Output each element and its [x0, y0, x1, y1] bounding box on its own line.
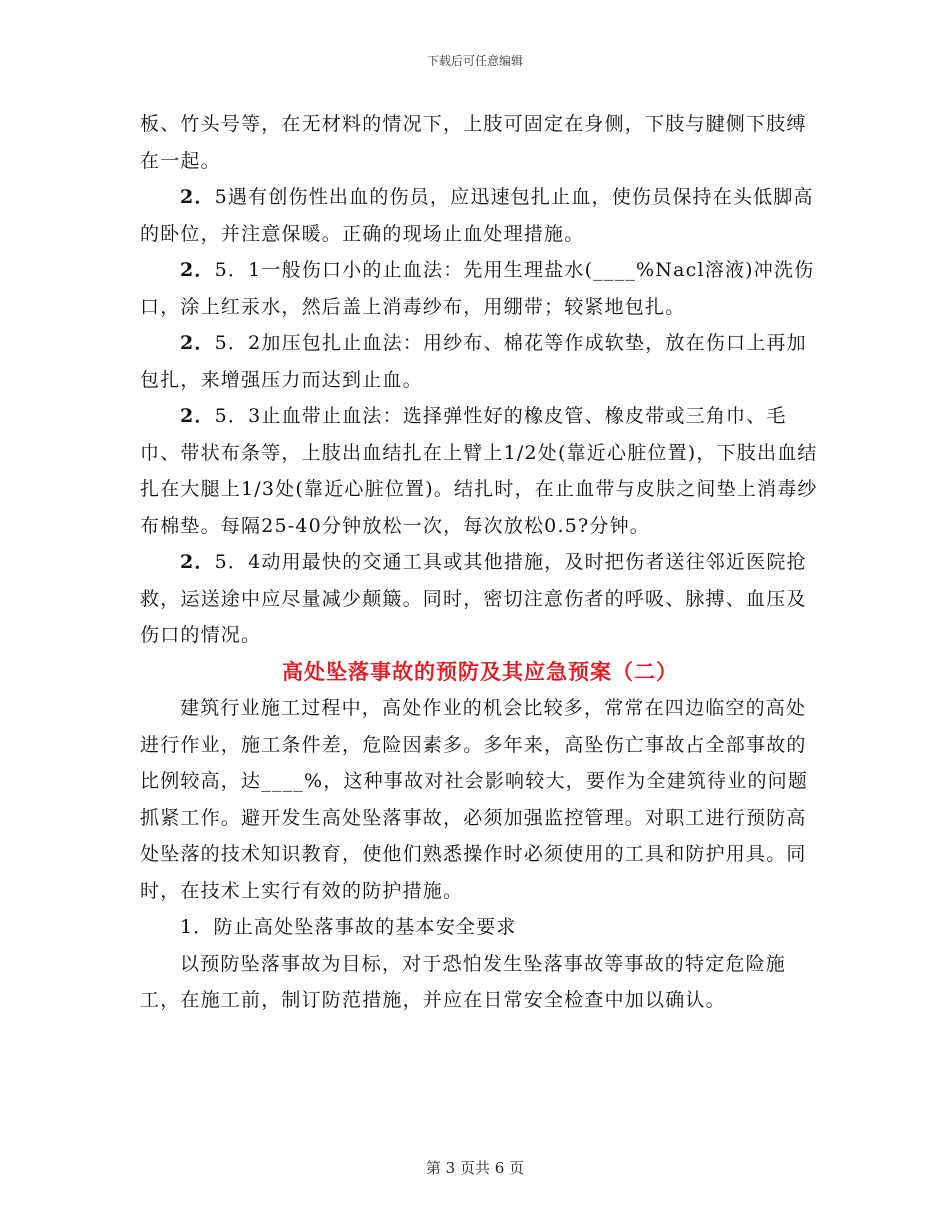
paragraph-text: 板、竹头号等，在无材料的情况下，上肢可固定在身侧，下肢与腱侧下肢缚在一起。 — [140, 113, 807, 172]
paragraph-2-5 — [140, 179, 820, 252]
paragraph-2-5-1 — [140, 252, 820, 325]
paragraph-text: 5．1一般伤口小的止血法：先用生理盐水(____%Nacl溶液)冲洗伤口，涂上红汞水，然后盖上消毒纱布，用绷带；较紧地包扎。 — [140, 259, 815, 318]
page-header: 下载后可任意编辑 — [426, 54, 523, 68]
paragraph-number: 2． — [180, 332, 215, 354]
paragraph-2-5-2 — [140, 325, 820, 398]
section-paragraph: 以预防坠落事故为目标，对于恐怕发生坠落事故等事故的特定危险施工，在施工前，制订防范措施，并应在日常安全检查中加以确认。 — [140, 952, 787, 1011]
paragraph-number: 2． — [180, 551, 215, 573]
paragraph-number: 2． — [180, 186, 215, 208]
paragraph-2-5-4 — [140, 544, 820, 654]
paragraph-text: 5遇有创伤性出血的伤员，应迅速包扎止血，使伤员保持在头低脚高的卧位，并注意保暖。正确的现场止血处理措施。 — [140, 186, 814, 245]
paragraph-number: 2． — [180, 259, 215, 281]
paragraph-2-5-3 — [140, 398, 820, 544]
section-title: 高处坠落事故的预防及其应急预案（二） — [282, 658, 678, 684]
section-intro-paragraph: 建筑行业施工过程中，高处作业的机会比较多，常常在四边临空的高处进行作业，施工条件差，危险因素多。多年来，高坠伤亡事故占全部事故的比例较高，达____%，这种事故对社会影响较大，要作为全建筑待业的问题抓紧工作。避开发生高处坠落事故，必须加强监控管理。对职工进行预防高处坠落的技术知识教育，使他们熟悉操作时必须使用的工具和防护用具。同时，在技术上实行有效的防护措施。 — [140, 697, 809, 902]
paragraph-text: 5．4动用最快的交通工具或其他措施，及时把伤者送往邻近医院抢救，运送途中应尽量减少颠簸。同时，密切注意伤者的呼吸、脉搏、血压及伤口的情况。 — [140, 551, 807, 646]
subsection-heading: 1．防止高处坠落事故的基本安全要求 — [180, 916, 517, 938]
paragraph-text: 5．2加压包扎止血法：用纱布、棉花等作成软垫，放在伤口上再加包扎，来增强压力而达到止血。 — [140, 332, 807, 391]
paragraph-number: 2． — [180, 405, 215, 427]
paragraph-continuation — [140, 106, 820, 179]
paragraph-text: 5．3止血带止血法：选择弹性好的橡皮管、橡皮带或三角巾、毛巾、带状布条等，上肢出血结扎在上臂上1/2处(靠近心脏位置)，下肢出血结扎在大腿上1/3处(靠近心脏位置)。结扎时，在止血带与皮肤之间垫上消毒纱布棉垫。每隔25-40分钟放松一次，每次放松0.5?分钟。 — [140, 405, 818, 537]
page-footer: 第 3 页共 6 页 — [425, 1159, 525, 1177]
document-body — [140, 106, 820, 1019]
